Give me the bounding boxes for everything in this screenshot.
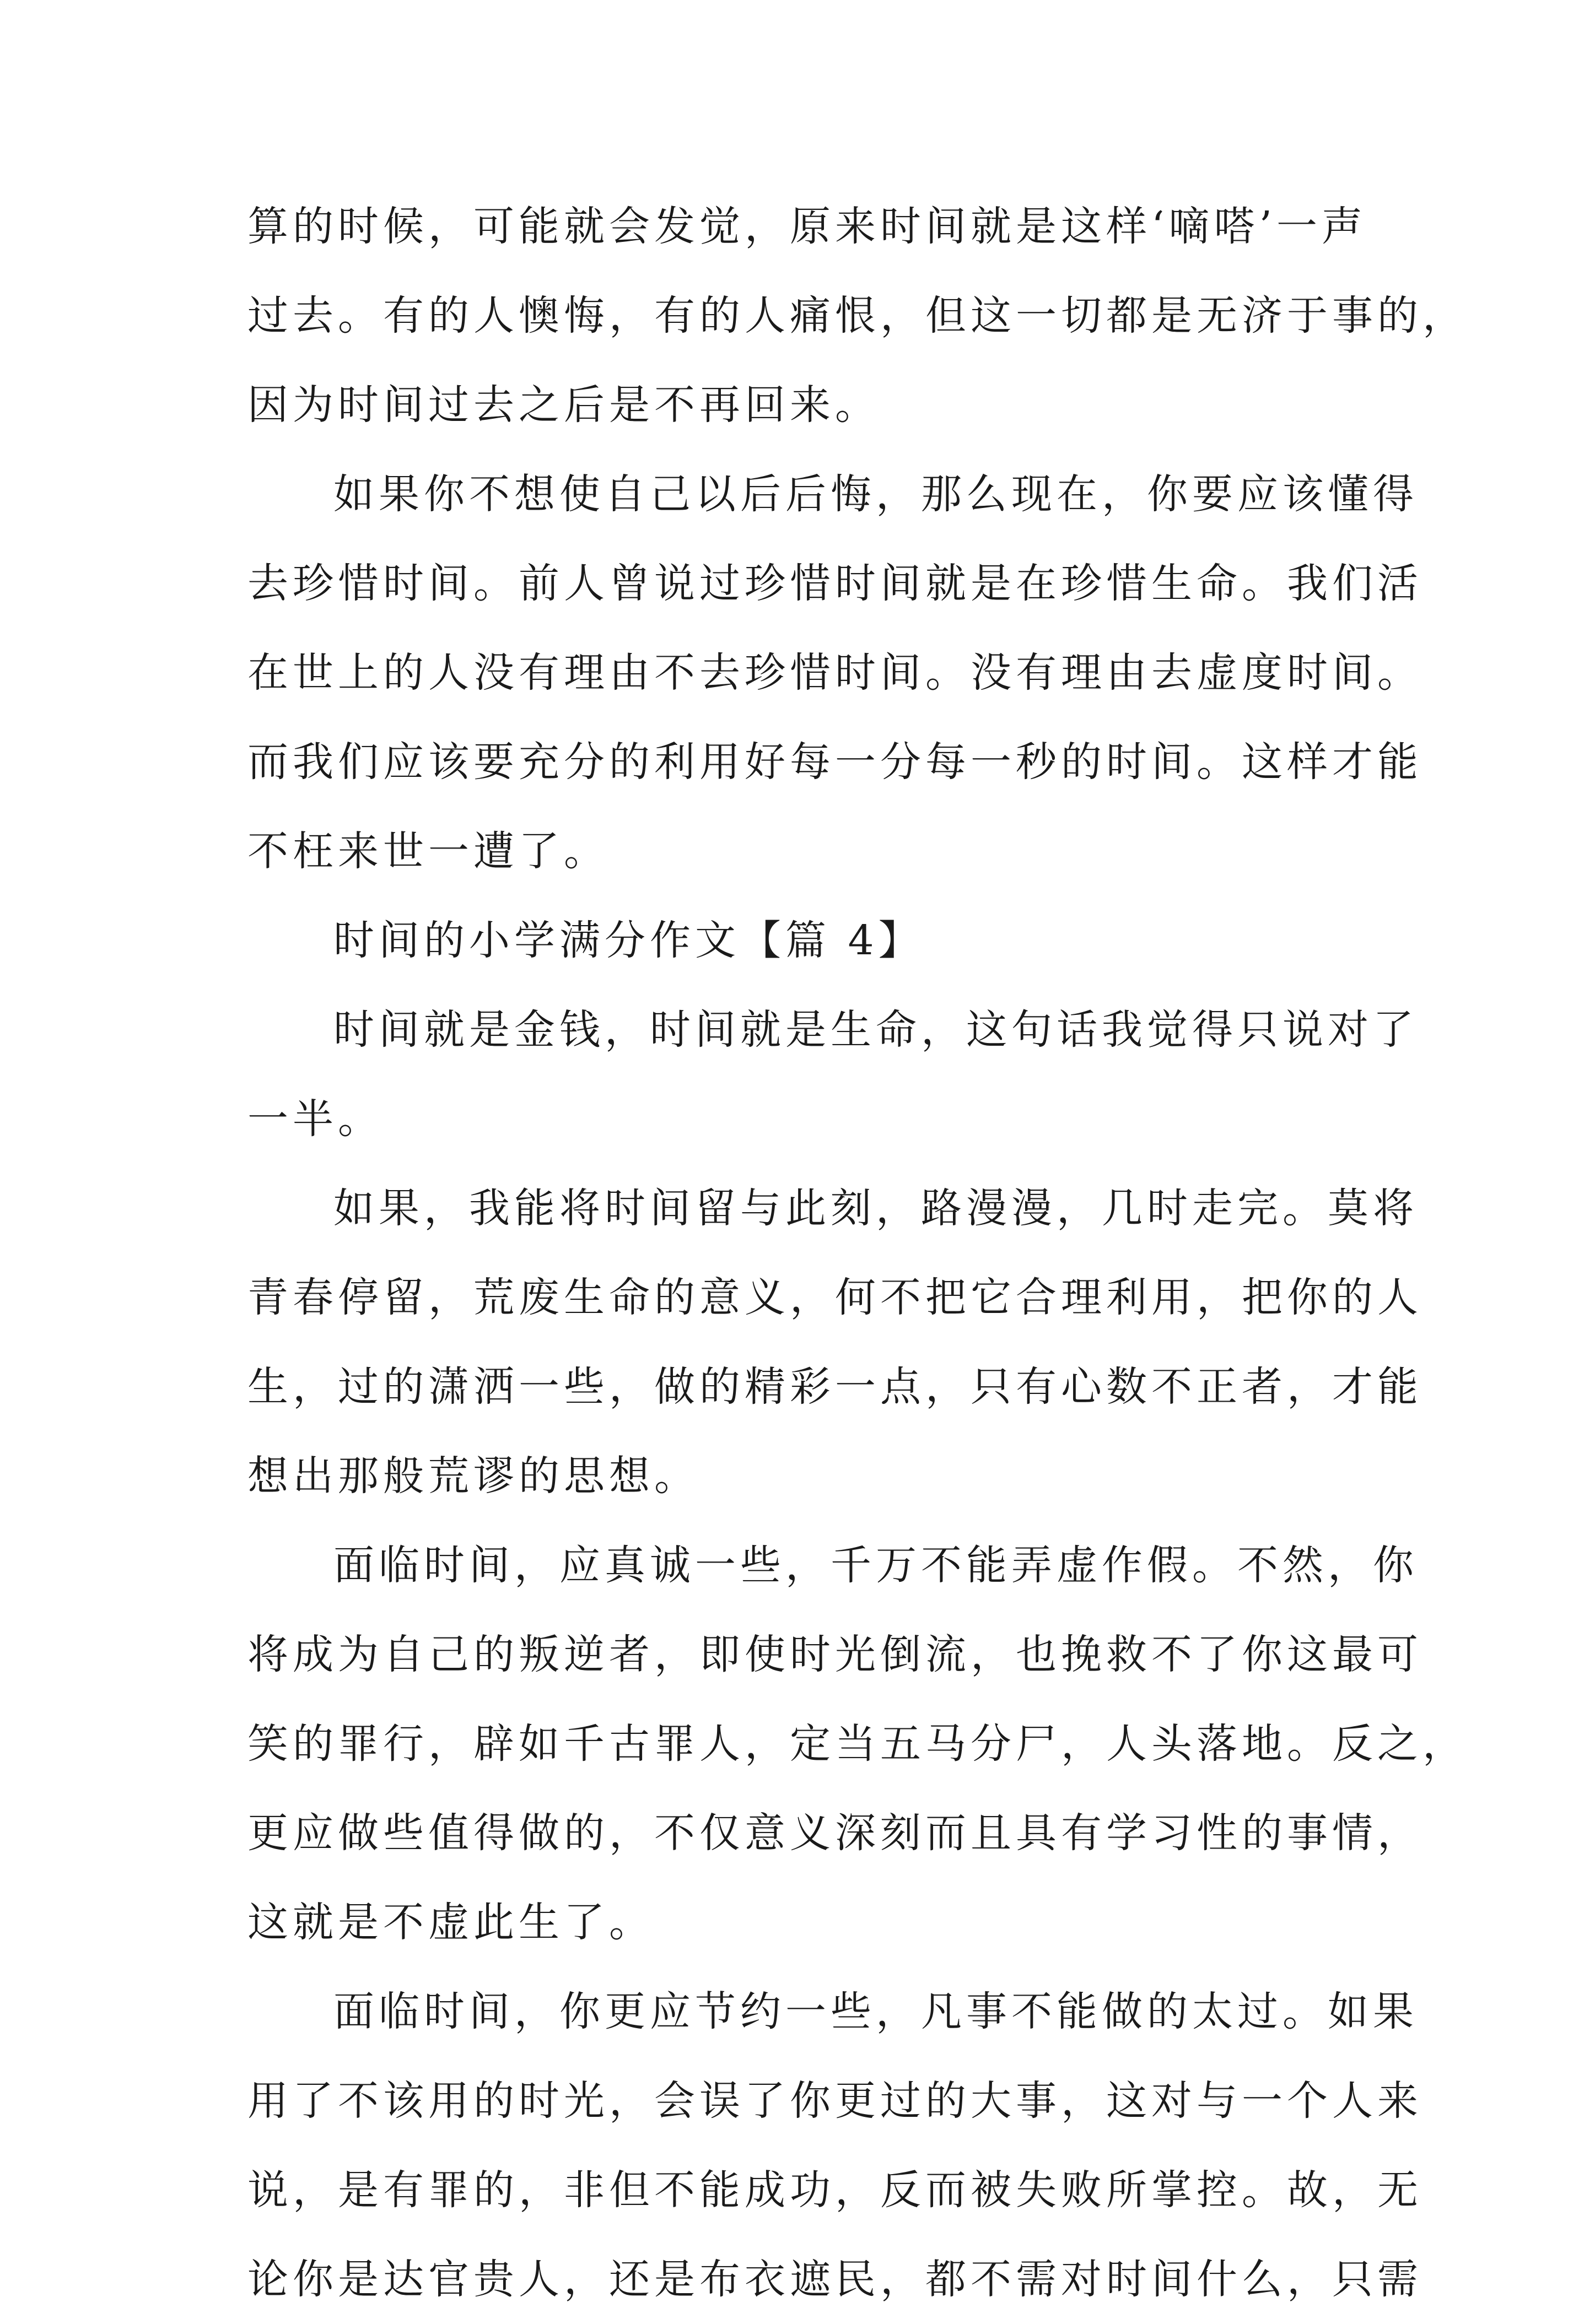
text-line: 生，过的潇洒一些，做的精彩一点，只有心数不正者，才能 — [247, 1363, 1422, 1410]
text-line: 不枉来世一遭了。 — [247, 828, 609, 875]
paragraph-start-line: 如果你不想使自己以后后悔，那么现在，你要应该懂得 — [333, 471, 1418, 518]
text-line: 过去。有的人懊悔，有的人痛恨，但这一切都是无济于事的， — [247, 292, 1468, 339]
document-body — [247, 182, 1468, 2324]
text-line: 这就是不虚此生了。 — [247, 1899, 654, 1946]
text-line: 论你是达官贵人，还是布衣遮民，都不需对时间什么，只需 — [247, 2256, 1422, 2303]
text-line: 想出那般荒谬的思想。 — [247, 1452, 699, 1500]
paragraph-start-line: 面临时间，应真诚一些，千万不能弄虚作假。不然，你 — [333, 1542, 1418, 1589]
text-line: 青春停留，荒废生命的意义，何不把它合理利用，把你的人 — [247, 1274, 1422, 1321]
paragraph-start-line: 面临时间，你更应节约一些，凡事不能做的太过。如果 — [333, 1988, 1418, 2035]
text-line: 在世上的人没有理由不去珍惜时间。没有理由去虚度时间。 — [247, 649, 1422, 696]
text-line: 更应做些值得做的，不仅意义深刻而且具有学习性的事情， — [247, 1809, 1422, 1857]
text-line: 算的时候，可能就会发觉，原来时间就是这样‘嘀嗒’一声 — [247, 203, 1367, 250]
text-line: 而我们应该要充分的利用好每一分每一秒的时间。这样才能 — [247, 738, 1422, 786]
section-heading: 时间的小学满分作文【篇 4】 — [333, 917, 924, 964]
text-line: 因为时间过去之后是不再回来。 — [247, 381, 880, 429]
text-line: 去珍惜时间。前人曾说过珍惜时间就是在珍惜生命。我们活 — [247, 560, 1422, 607]
text-line: 笑的罪行，辟如千古罪人，定当五马分尸，人头落地。反之， — [247, 1720, 1468, 1768]
paragraph-start-line: 时间就是金钱，时间就是生命，这句话我觉得只说对了 — [333, 1006, 1418, 1053]
text-line: 说，是有罪的，非但不能成功，反而被失败所掌控。故，无 — [247, 2166, 1422, 2214]
paragraph-start-line: 如果，我能将时间留与此刻，路漫漫，几时走完。莫将 — [333, 1185, 1418, 1232]
text-line: 将成为自己的叛逆者，即使时光倒流，也挽救不了你这最可 — [247, 1631, 1422, 1678]
text-line: 用了不该用的时光，会误了你更过的大事，这对与一个人来 — [247, 2077, 1422, 2125]
text-line: 一半。 — [247, 1095, 383, 1143]
